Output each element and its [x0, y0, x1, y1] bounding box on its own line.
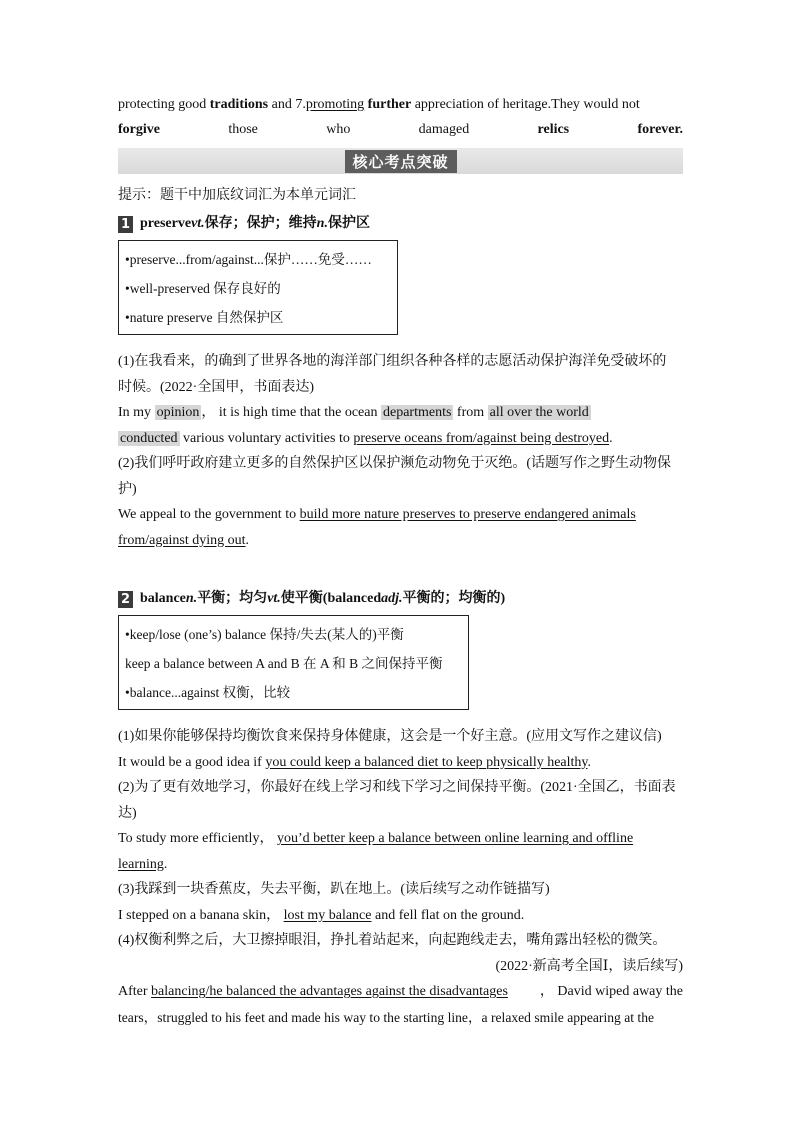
text: from: [453, 405, 488, 420]
word: forgive: [118, 122, 160, 137]
text: and 7.: [268, 97, 306, 112]
usage-box: [118, 240, 398, 335]
text: It would be a good idea if: [118, 754, 266, 770]
section-number-badge: 1: [118, 216, 133, 233]
definition: 使平衡(: [280, 591, 328, 606]
intro-line-2: [118, 117, 683, 142]
text: various voluntary activities to: [179, 430, 354, 446]
answer-underline: balancing/he balanced the advantages against the disadvantages: [151, 984, 508, 999]
section-1-heading: [118, 212, 683, 236]
usage-item: •keep/lose (one’s) balance 保持/失去(某人的)平衡: [125, 627, 404, 642]
headword: balanced: [327, 591, 382, 606]
bold-word: traditions: [209, 97, 269, 112]
word: damaged: [418, 122, 470, 137]
pos-tag: vt.: [267, 591, 281, 606]
answer-en: tears，struggled to his feet and made his way to the starting line，a relaxed smile appearing at the: [118, 1009, 655, 1025]
text: and fell flat on the ground.: [371, 907, 525, 923]
usage-item: •balance...against 权衡，比较: [125, 685, 291, 700]
answer-en: [118, 400, 683, 426]
intro-line-1: [118, 92, 683, 117]
question-cn: 达): [118, 805, 137, 821]
text: To study more efficiently，: [118, 831, 277, 846]
answer-en: [118, 903, 683, 929]
text: We appeal to the government to: [118, 507, 300, 522]
text: .: [245, 532, 250, 548]
question-source: (2022·新高考全国Ⅰ，读后续写): [495, 958, 683, 974]
answer-underline: you’d better keep a balance between online learning and offline: [276, 831, 634, 846]
document-page: [118, 92, 683, 1030]
usage-box: [118, 615, 469, 710]
text: After: [118, 984, 152, 999]
shaded-word: departments: [382, 405, 452, 420]
banner-title: 核心考点突破: [344, 150, 456, 173]
usage-item: •well-preserved 保存良好的: [125, 281, 281, 296]
text: .: [587, 754, 592, 770]
word: who: [326, 122, 351, 137]
answer-underline: you could keep a balanced diet to keep physically healthy: [265, 754, 588, 770]
question-cn: (2)为了更有效地学习，你最好在线上学习和线下学习之间保持平衡。(2021·全国乙，书面表: [118, 780, 676, 795]
answer-underline: from/against dying out: [118, 532, 246, 548]
text: appreciation of heritage.They would not: [411, 97, 640, 112]
section-banner: [118, 148, 683, 174]
shaded-word: all over the world: [489, 405, 589, 420]
text: protecting good: [118, 97, 210, 112]
headword: balance: [140, 591, 186, 606]
answer-en: [118, 826, 683, 852]
answer-underline: build more nature preserves to preserve endangered animals: [299, 507, 636, 522]
answer-underline: promoting: [305, 97, 365, 112]
answer-en: [118, 426, 683, 452]
answer-underline: learning: [118, 856, 164, 872]
word: forever.: [637, 122, 683, 137]
answer-en: [118, 979, 683, 1005]
pos-tag: vt.: [191, 216, 205, 231]
question-cn: 时候。(2022·全国甲，书面表达): [118, 379, 314, 395]
definition: 保护区: [327, 216, 370, 231]
question-cn: (1)如果你能够保持均衡饮食来保持身体健康，这会是一个好主意。(应用文写作之建议信): [118, 729, 662, 744]
word: relics: [537, 122, 570, 137]
section-number-badge: 2: [118, 591, 133, 608]
answer-en: [118, 502, 683, 528]
text: I stepped on a banana skin，: [118, 907, 284, 923]
definition: 保存；保护；维持: [204, 216, 317, 231]
question-cn: (3)我踩到一块香蕉皮，失去平衡，趴在地上。(读后续写之动作链描写): [118, 882, 550, 897]
usage-item: •preserve...from/against...保护……免受……: [125, 252, 372, 267]
text: .: [163, 856, 168, 872]
shaded-word: opinion: [156, 405, 200, 420]
text: ， it is high time that the ocean: [201, 405, 381, 420]
pos-tag: adj.: [381, 591, 403, 606]
hint-text: 提示：题干中加底纹词汇为本单元词汇: [118, 188, 356, 203]
question-cn: (2)我们呼吁政府建立更多的自然保护区以保护濒危动物免于灭绝。(话题写作之野生动物保: [118, 456, 671, 471]
question-cn: 护): [118, 481, 137, 497]
text: .: [609, 430, 613, 446]
usage-item: •nature preserve 自然保护区: [125, 310, 284, 325]
question-cn: (1)在我看来，的确到了世界各地的海洋部门组织各种各样的志愿活动保护海洋免受破坏的: [118, 354, 667, 369]
definition: 平衡的；均衡的): [402, 591, 506, 606]
answer-underline: preserve oceans from/against being destroyed: [353, 430, 610, 446]
answer-en: [118, 750, 683, 776]
headword: preserve: [140, 216, 192, 231]
bold-word: further: [367, 97, 412, 112]
text: ， David wiped away the: [539, 984, 683, 999]
answer-underline: lost my balance: [283, 907, 372, 923]
question-cn: (4)权衡利弊之后，大卫擦掉眼泪，挣扎着站起来，向起跑线走去，嘴角露出轻松的微笑。: [118, 933, 667, 948]
pos-tag: n.: [185, 591, 198, 606]
word: those: [228, 122, 258, 137]
answer-en: [118, 852, 683, 878]
usage-item: keep a balance between A and B 在 A 和 B 之间保持平衡: [125, 656, 443, 671]
answer-en: [118, 528, 683, 554]
shaded-word: conducted: [120, 430, 178, 446]
pos-tag: n.: [316, 216, 328, 231]
section-2-heading: [118, 587, 683, 611]
definition: 平衡；均匀: [197, 591, 268, 606]
text: In my: [118, 405, 155, 420]
